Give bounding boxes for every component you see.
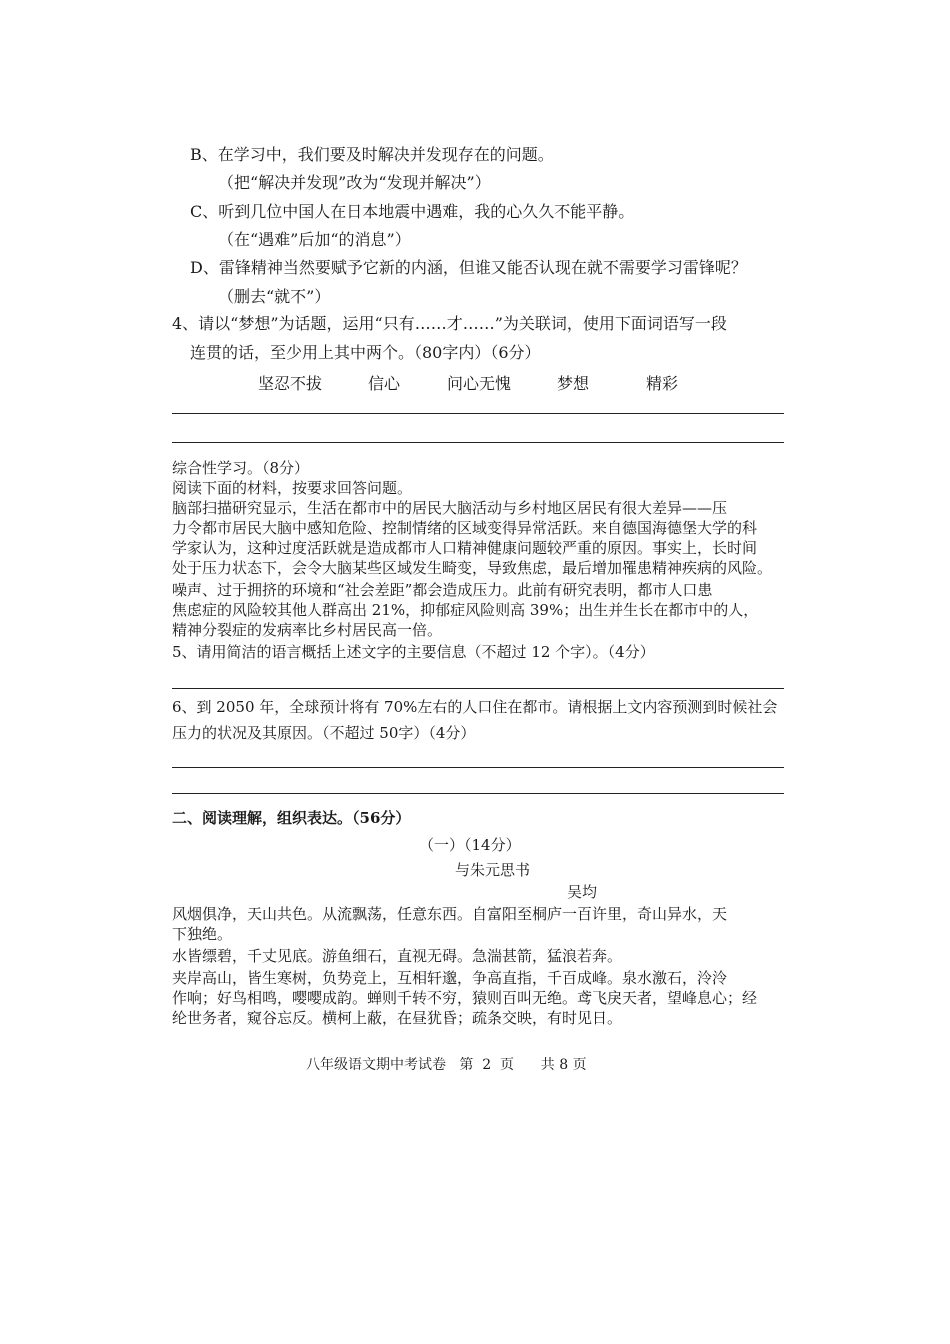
option-c-note: （在“遇难”后加“的消息”） bbox=[218, 230, 411, 249]
material-line: 力令都市居民大脑中感知危险、控制情绪的区域变得异常活跃。来自德国海德堡大学的科 bbox=[172, 519, 758, 537]
question-4-line2: 连贯的话，至少用上其中两个。（80字内）（6分） bbox=[190, 343, 541, 362]
answer-line[interactable] bbox=[172, 442, 784, 443]
word-5: 精彩 bbox=[646, 374, 679, 393]
option-b-note: （把“解决并发现”改为“发现并解决”） bbox=[218, 173, 491, 192]
word-3: 问心无愧 bbox=[447, 374, 512, 393]
classical-text-line: 风烟俱净，天山共色。从流飘荡，任意东西。自富阳至桐庐一百许里，奇山异水，天 bbox=[172, 905, 728, 923]
author: 吴均 bbox=[567, 883, 598, 901]
word-4: 梦想 bbox=[557, 374, 590, 393]
option-b: B、在学习中，我们要及时解决并发现存在的问题。 bbox=[190, 145, 554, 164]
material-line: 噪声、过于拥挤的环境和“社会差距”都会造成压力。此前有研究表明，都市人口患 bbox=[172, 581, 713, 599]
question-6-line1: 6、到 2050 年，全球预计将有 70%左右的人口住在都市。请根据上文内容预测到时候社会 bbox=[172, 698, 778, 716]
option-d-note: （删去“就不”） bbox=[218, 287, 331, 306]
word-1: 坚忍不拔 bbox=[258, 374, 323, 393]
poem-title: 与朱元思书 bbox=[455, 861, 531, 879]
section-2-title: 二、阅读理解，组织表达。（56分） bbox=[172, 809, 411, 827]
classical-text-line: 下独绝。 bbox=[172, 925, 233, 943]
question-5: 5、请用简洁的语言概括上述文字的主要信息（不超过 12 个字）。（4分） bbox=[172, 643, 655, 661]
option-d: D、雷锋精神当然要赋予它新的内涵，但谁又能否认现在就不需要学习雷锋呢？ bbox=[190, 258, 747, 277]
classical-text-line: 作响；好鸟相鸣，嘤嘤成韵。蝉则千转不穷，猿则百叫无绝。鸢飞戾天者，望峰息心；经 bbox=[172, 989, 758, 1007]
comprehensive-instruction: 阅读下面的材料，按要求回答问题。 bbox=[172, 479, 413, 497]
classical-text-line: 水皆缥碧，千丈见底。游鱼细石，直视无碍。急湍甚箭，猛浪若奔。 bbox=[172, 947, 623, 965]
answer-line[interactable] bbox=[172, 413, 784, 414]
classical-text-line: 纶世务者，窥谷忘反。横柯上蔽，在昼犹昏；疏条交映，有时见日。 bbox=[172, 1009, 623, 1027]
material-line: 处于压力状态下，会令大脑某些区域发生畸变，导致焦虑，最后增加罹患精神疾病的风险。 bbox=[172, 559, 773, 577]
question-6-line2: 压力的状况及其原因。（不超过 50字）（4分） bbox=[172, 724, 476, 742]
option-c: C、听到几位中国人在日本地震中遇难，我的心久久不能平静。 bbox=[190, 202, 635, 221]
material-line: 学家认为，这种过度活跃就是造成都市人口精神健康问题较严重的原因。事实上，长时间 bbox=[172, 539, 758, 557]
word-2: 信心 bbox=[368, 374, 401, 393]
comprehensive-title: 综合性学习。（8分） bbox=[172, 459, 310, 477]
answer-line[interactable] bbox=[172, 688, 784, 689]
material-line: 脑部扫描研究显示，生活在都市中的居民大脑活动与乡村地区居民有很大差异——压 bbox=[172, 499, 728, 517]
material-line: 焦虑症的风险较其他人群高出 21%，抑郁症风险则高 39%；出生并生长在都市中的人， bbox=[172, 601, 759, 619]
part-one-heading: （一）（14分） bbox=[419, 836, 521, 854]
classical-text-line: 夹岸高山，皆生寒树，负势竞上，互相轩邈，争高直指，千百成峰。泉水激石，泠泠 bbox=[172, 969, 728, 987]
material-line: 精神分裂症的发病率比乡村居民高一倍。 bbox=[172, 621, 443, 639]
question-4-line1: 4、请以“梦想”为话题，运用“只有……才……”为关联词，使用下面词语写一段 bbox=[172, 314, 727, 333]
answer-line[interactable] bbox=[172, 793, 784, 794]
page-footer: 八年级语文期中考试卷 第 2 页 共 8 页 bbox=[306, 1057, 587, 1073]
answer-line[interactable] bbox=[172, 767, 784, 768]
